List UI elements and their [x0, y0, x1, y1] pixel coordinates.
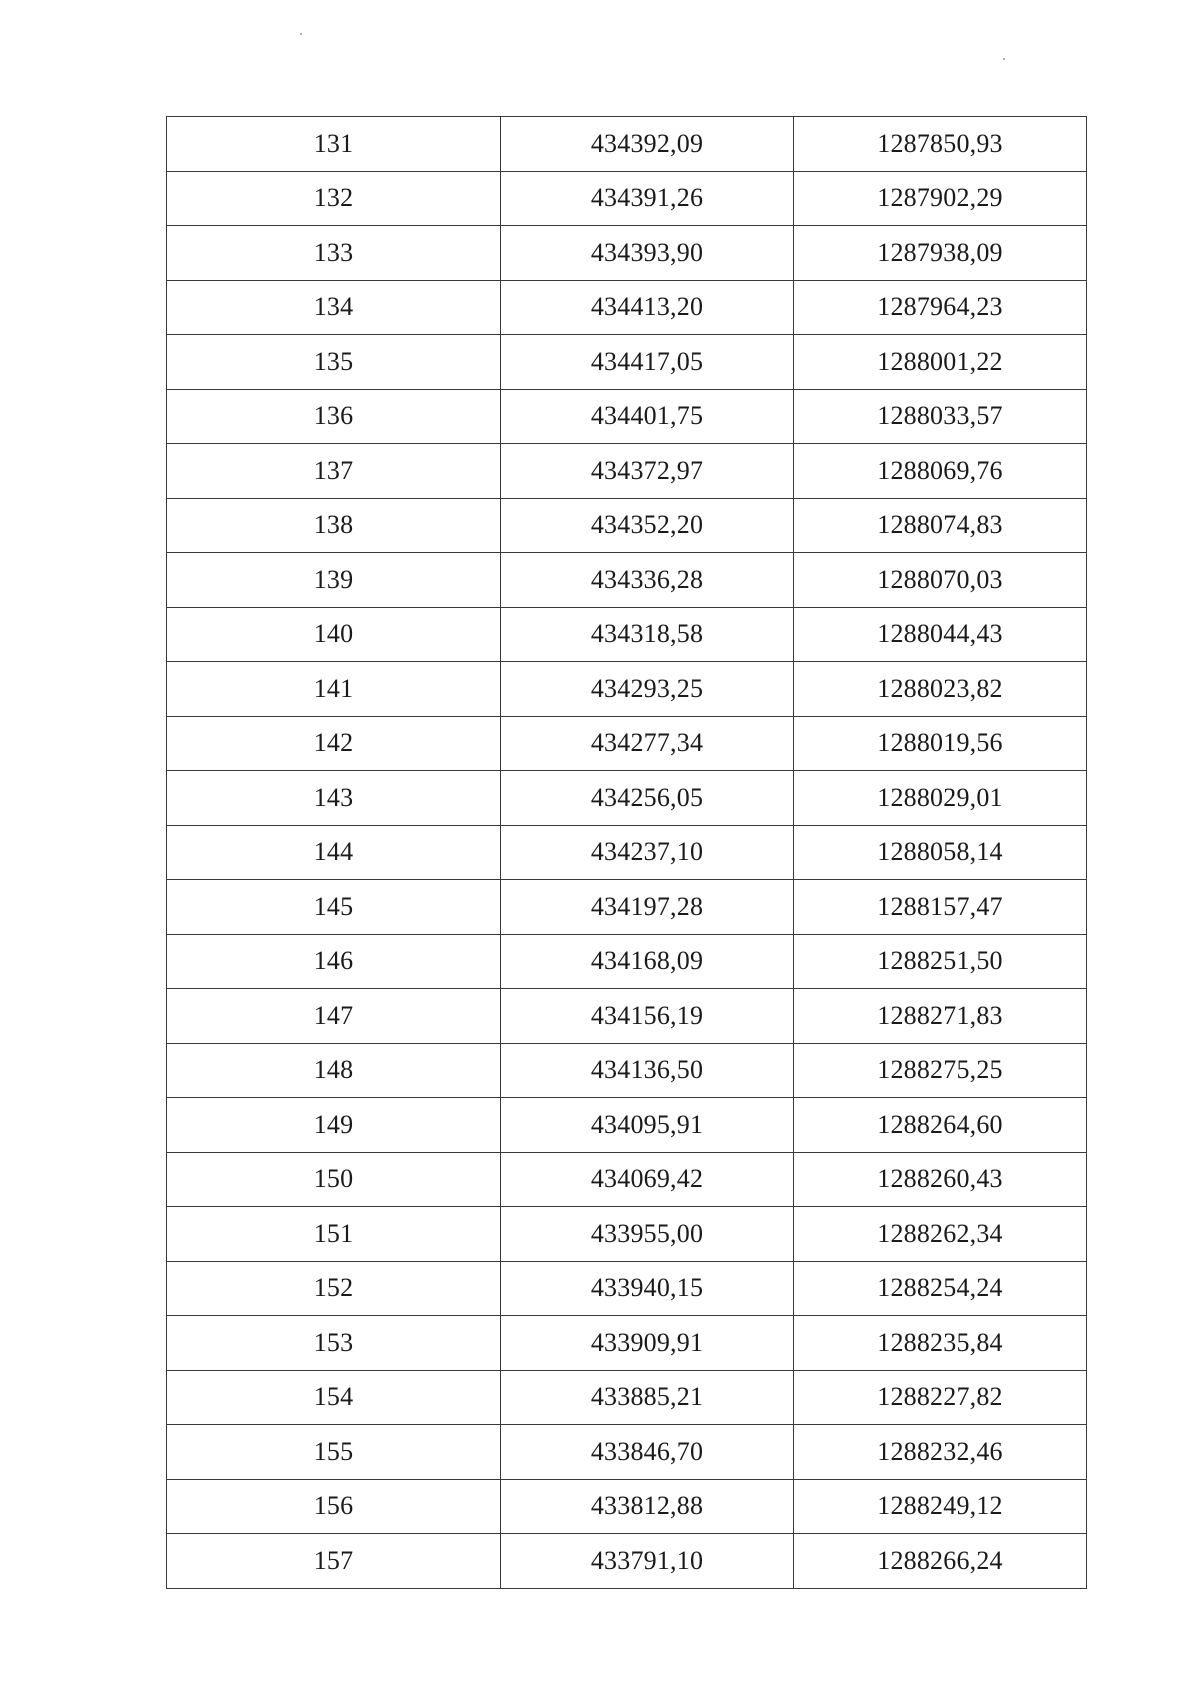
point-number-cell: 139 [167, 553, 501, 608]
x-coordinate-cell: 434391,26 [501, 171, 794, 226]
point-number-cell: 135 [167, 335, 501, 390]
x-coordinate-cell: 433791,10 [501, 1534, 794, 1589]
point-number-cell: 133 [167, 226, 501, 281]
x-coordinate-cell: 433812,88 [501, 1479, 794, 1534]
point-number-cell: 155 [167, 1425, 501, 1480]
coordinates-table [166, 116, 1087, 1589]
point-number-cell: 143 [167, 771, 501, 826]
x-coordinate-cell: 434352,20 [501, 498, 794, 553]
table-row [167, 280, 1087, 335]
x-coordinate-cell: 434401,75 [501, 389, 794, 444]
y-coordinate-cell: 1288019,56 [794, 716, 1087, 771]
point-number-cell: 157 [167, 1534, 501, 1589]
point-number-cell: 156 [167, 1479, 501, 1534]
table-row [167, 226, 1087, 281]
y-coordinate-cell: 1288249,12 [794, 1479, 1087, 1534]
point-number-cell: 151 [167, 1207, 501, 1262]
point-number-cell: 148 [167, 1043, 501, 1098]
table-row [167, 1043, 1087, 1098]
point-number-cell: 150 [167, 1152, 501, 1207]
y-coordinate-cell: 1287938,09 [794, 226, 1087, 281]
table-row [167, 880, 1087, 935]
y-coordinate-cell: 1288266,24 [794, 1534, 1087, 1589]
y-coordinate-cell: 1288044,43 [794, 607, 1087, 662]
table-row [167, 1316, 1087, 1371]
table-row [167, 771, 1087, 826]
x-coordinate-cell: 433940,15 [501, 1261, 794, 1316]
table-row [167, 117, 1087, 172]
y-coordinate-cell: 1288235,84 [794, 1316, 1087, 1371]
coordinates-table-body [167, 117, 1087, 1589]
y-coordinate-cell: 1287964,23 [794, 280, 1087, 335]
y-coordinate-cell: 1287850,93 [794, 117, 1087, 172]
y-coordinate-cell: 1288058,14 [794, 825, 1087, 880]
table-row [167, 1152, 1087, 1207]
y-coordinate-cell: 1288264,60 [794, 1098, 1087, 1153]
x-coordinate-cell: 434392,09 [501, 117, 794, 172]
y-coordinate-cell: 1288232,46 [794, 1425, 1087, 1480]
y-coordinate-cell: 1288275,25 [794, 1043, 1087, 1098]
scan-speck [1003, 58, 1005, 60]
point-number-cell: 149 [167, 1098, 501, 1153]
point-number-cell: 152 [167, 1261, 501, 1316]
x-coordinate-cell: 434277,34 [501, 716, 794, 771]
table-row [167, 1425, 1087, 1480]
x-coordinate-cell: 434413,20 [501, 280, 794, 335]
x-coordinate-cell: 434168,09 [501, 934, 794, 989]
y-coordinate-cell: 1288029,01 [794, 771, 1087, 826]
x-coordinate-cell: 434156,19 [501, 989, 794, 1044]
table-row [167, 1261, 1087, 1316]
point-number-cell: 147 [167, 989, 501, 1044]
table-row [167, 389, 1087, 444]
y-coordinate-cell: 1288227,82 [794, 1370, 1087, 1425]
y-coordinate-cell: 1288033,57 [794, 389, 1087, 444]
x-coordinate-cell: 434372,97 [501, 444, 794, 499]
table-row [167, 716, 1087, 771]
x-coordinate-cell: 434293,25 [501, 662, 794, 717]
point-number-cell: 132 [167, 171, 501, 226]
x-coordinate-cell: 434237,10 [501, 825, 794, 880]
x-coordinate-cell: 434393,90 [501, 226, 794, 281]
y-coordinate-cell: 1288271,83 [794, 989, 1087, 1044]
x-coordinate-cell: 433885,21 [501, 1370, 794, 1425]
y-coordinate-cell: 1288001,22 [794, 335, 1087, 390]
table-row [167, 1098, 1087, 1153]
x-coordinate-cell: 434069,42 [501, 1152, 794, 1207]
table-row [167, 335, 1087, 390]
point-number-cell: 145 [167, 880, 501, 935]
table-row [167, 989, 1087, 1044]
x-coordinate-cell: 434256,05 [501, 771, 794, 826]
x-coordinate-cell: 434417,05 [501, 335, 794, 390]
x-coordinate-cell: 433909,91 [501, 1316, 794, 1371]
point-number-cell: 137 [167, 444, 501, 499]
point-number-cell: 146 [167, 934, 501, 989]
y-coordinate-cell: 1288260,43 [794, 1152, 1087, 1207]
table-row [167, 1534, 1087, 1589]
table-row [167, 662, 1087, 717]
table-row [167, 1370, 1087, 1425]
y-coordinate-cell: 1288251,50 [794, 934, 1087, 989]
x-coordinate-cell: 433955,00 [501, 1207, 794, 1262]
table-row [167, 607, 1087, 662]
table-row [167, 825, 1087, 880]
table-row [167, 934, 1087, 989]
table-row [167, 444, 1087, 499]
point-number-cell: 141 [167, 662, 501, 717]
y-coordinate-cell: 1288023,82 [794, 662, 1087, 717]
point-number-cell: 131 [167, 117, 501, 172]
scan-speck [300, 33, 302, 35]
x-coordinate-cell: 434197,28 [501, 880, 794, 935]
y-coordinate-cell: 1288157,47 [794, 880, 1087, 935]
y-coordinate-cell: 1288254,24 [794, 1261, 1087, 1316]
table-row [167, 498, 1087, 553]
point-number-cell: 142 [167, 716, 501, 771]
table-row [167, 171, 1087, 226]
point-number-cell: 154 [167, 1370, 501, 1425]
x-coordinate-cell: 433846,70 [501, 1425, 794, 1480]
table-row [167, 553, 1087, 608]
point-number-cell: 140 [167, 607, 501, 662]
x-coordinate-cell: 434136,50 [501, 1043, 794, 1098]
y-coordinate-cell: 1288262,34 [794, 1207, 1087, 1262]
point-number-cell: 138 [167, 498, 501, 553]
point-number-cell: 134 [167, 280, 501, 335]
y-coordinate-cell: 1288069,76 [794, 444, 1087, 499]
table-row [167, 1479, 1087, 1534]
y-coordinate-cell: 1287902,29 [794, 171, 1087, 226]
x-coordinate-cell: 434095,91 [501, 1098, 794, 1153]
table-row [167, 1207, 1087, 1262]
point-number-cell: 153 [167, 1316, 501, 1371]
y-coordinate-cell: 1288070,03 [794, 553, 1087, 608]
y-coordinate-cell: 1288074,83 [794, 498, 1087, 553]
x-coordinate-cell: 434336,28 [501, 553, 794, 608]
x-coordinate-cell: 434318,58 [501, 607, 794, 662]
point-number-cell: 136 [167, 389, 501, 444]
point-number-cell: 144 [167, 825, 501, 880]
